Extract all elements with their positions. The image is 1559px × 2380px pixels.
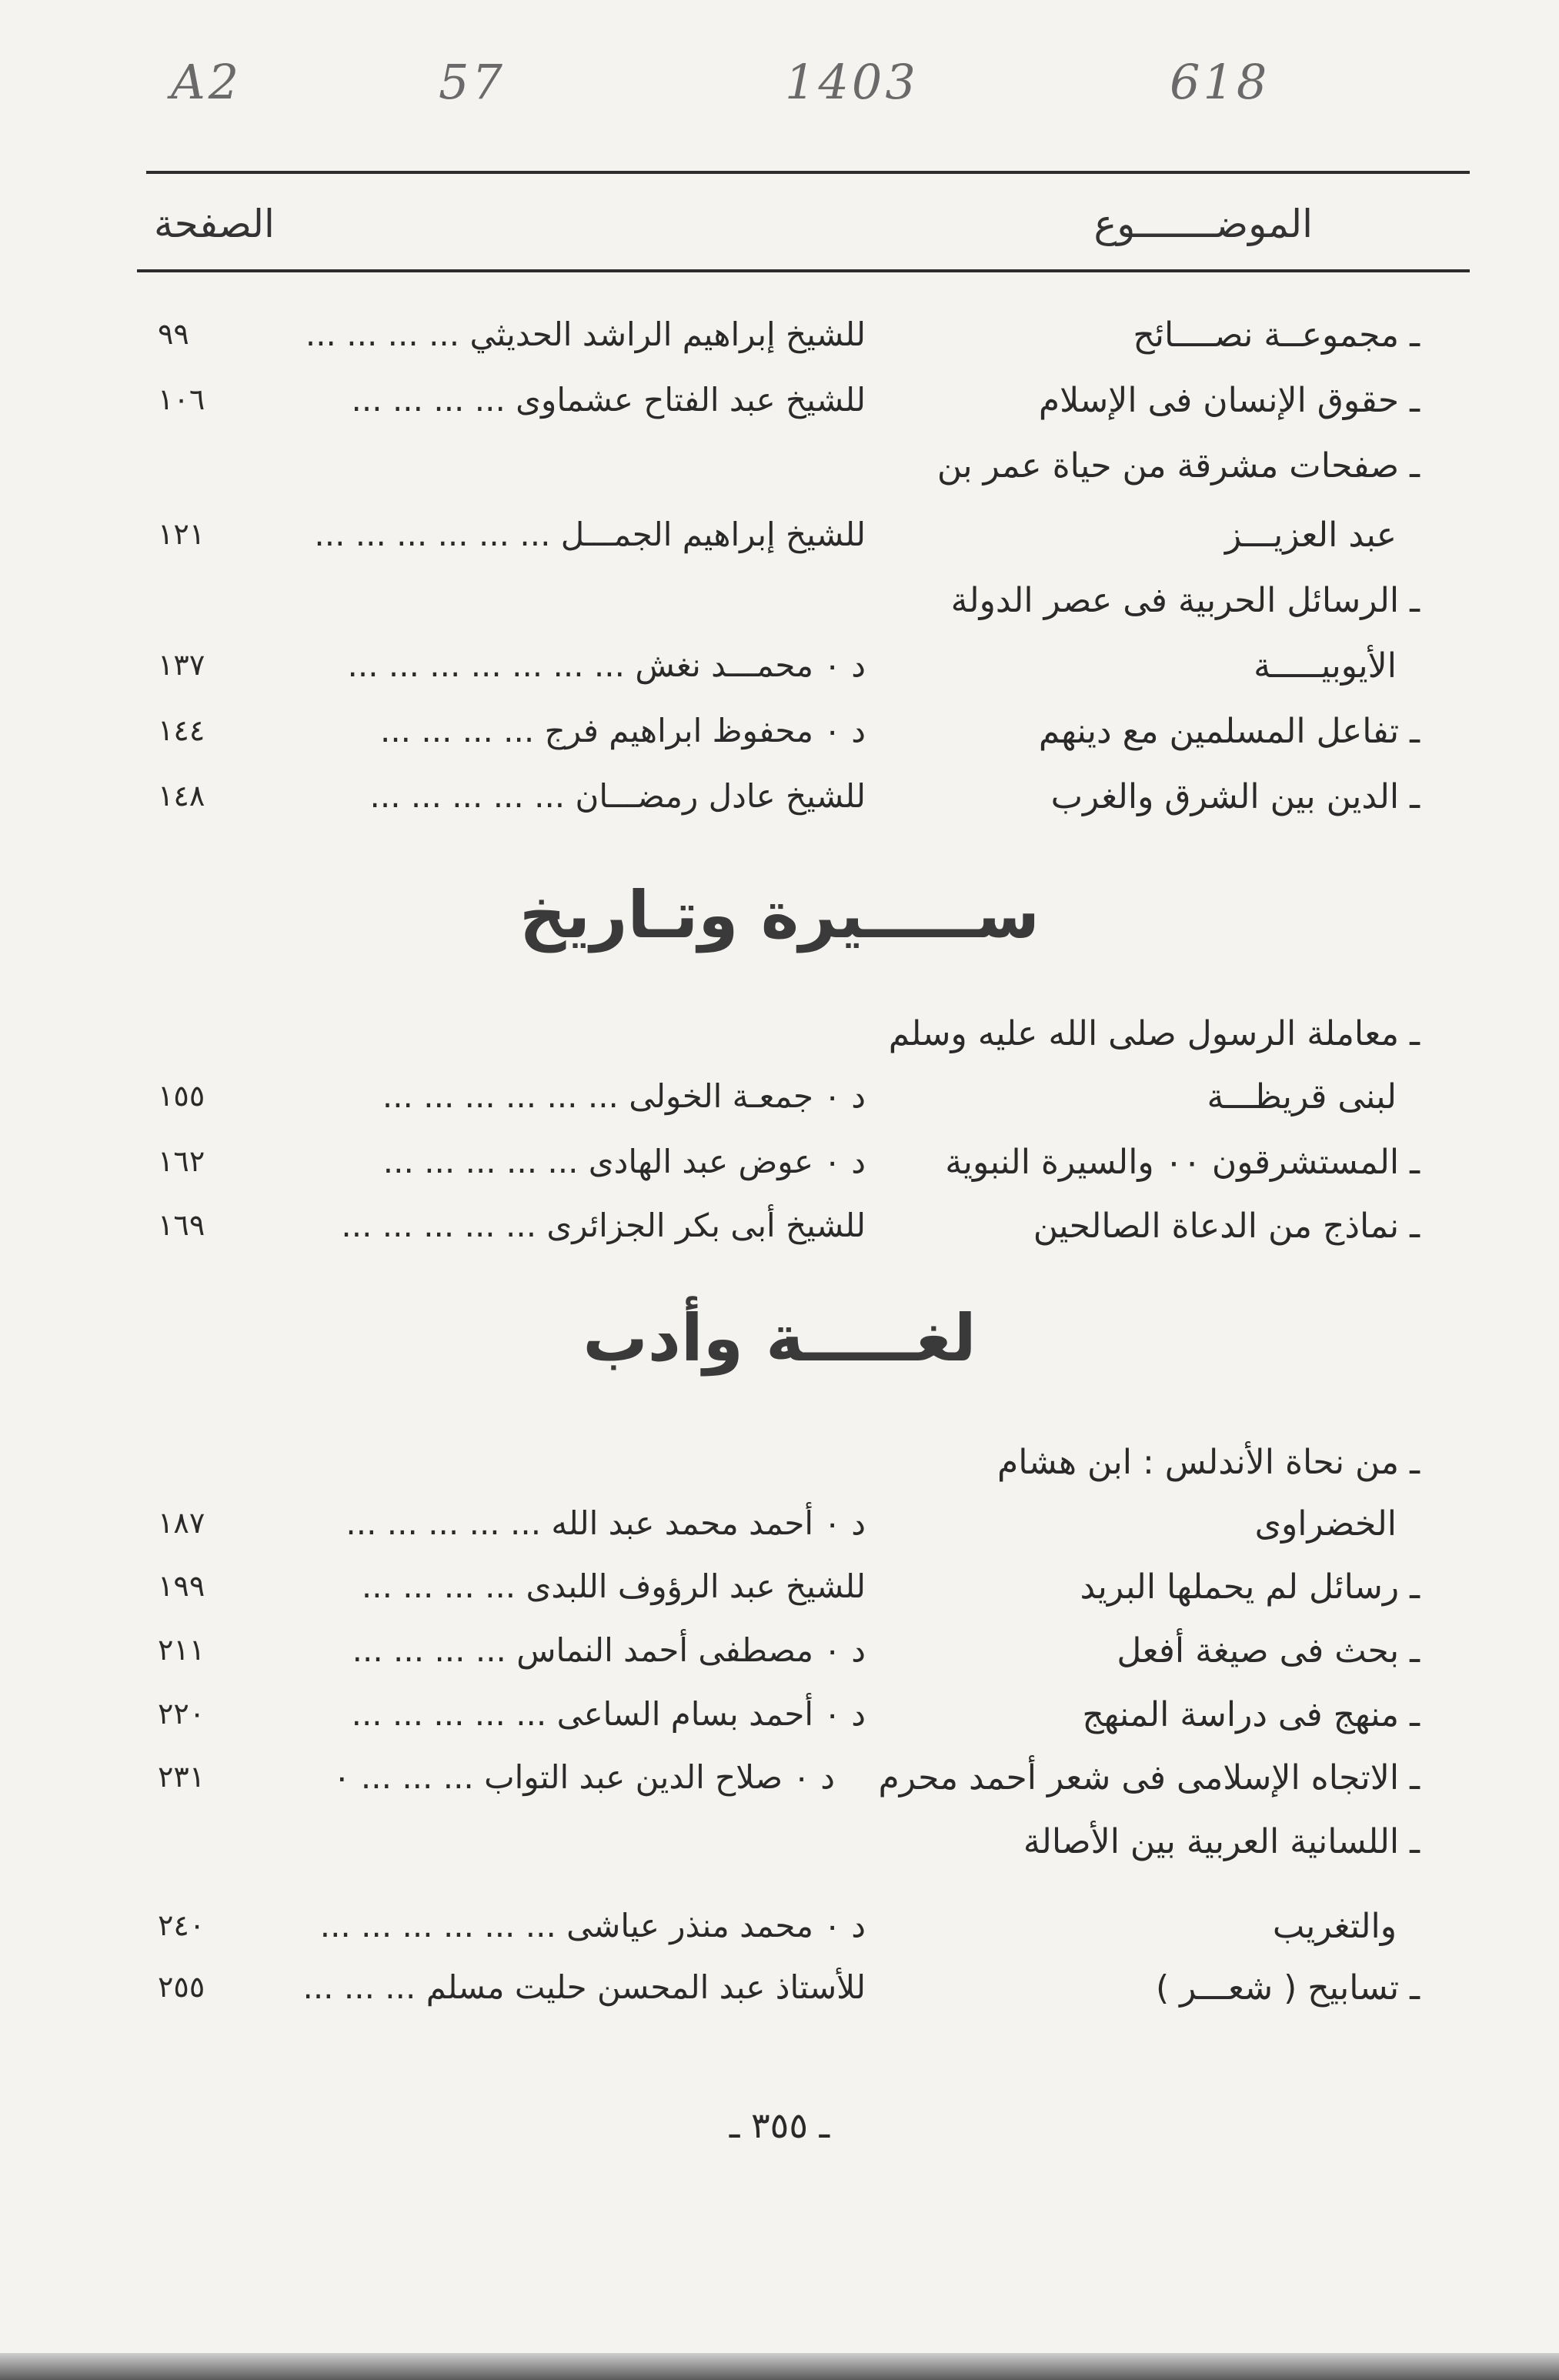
- entry-author: للشيخ عبد الفتاح عشماوى ... ... ... ...: [351, 381, 866, 419]
- entry-page-number: ١٨٧: [158, 1506, 205, 1540]
- toc-entry: [158, 1504, 1420, 1560]
- entry-author: د ٠ أحمد بسام الساعى ... ... ... ... ...: [351, 1695, 866, 1733]
- header-bottom-rule: [137, 269, 1470, 272]
- entry-title: الأيوبيـــــة: [1254, 646, 1397, 686]
- entry-page-number: ٢١١: [158, 1633, 205, 1667]
- entry-title: ـ الرسائل الحربية فى عصر الدولة: [950, 581, 1420, 620]
- entry-title: ـ من نحاة الأندلس : ابن هشام: [996, 1443, 1420, 1482]
- handwritten-note: 57: [439, 54, 506, 110]
- entry-author: للأستاذ عبد المحسن حليت مسلم ... ... ...: [302, 1968, 866, 2006]
- toc-entry: [158, 381, 1420, 436]
- entry-title: الخضراوى: [1254, 1504, 1397, 1544]
- toc-entry: [158, 581, 1420, 636]
- entry-title: ـ بحث فى صيغة أفعل: [1117, 1631, 1420, 1671]
- toc-entry: [158, 712, 1420, 767]
- topic-column-header: الموضـــــــوع: [1093, 202, 1313, 246]
- entry-author: للشيخ عبد الرؤوف اللبدى ... ... ... ...: [361, 1567, 866, 1605]
- entry-author: للشيخ عادل رمضـــان ... ... ... ... ...: [369, 777, 866, 815]
- entry-title: لبنى قريظـــة: [1207, 1077, 1397, 1117]
- entry-title: ـ صفحات مشرقة من حياة عمر بن: [936, 446, 1420, 486]
- toc-entry: [158, 516, 1420, 571]
- toc-entry: [158, 1907, 1420, 1962]
- entry-author: د ٠ محفوظ ابراهيم فرج ... ... ... ...: [379, 712, 866, 749]
- handwritten-note: 1403: [785, 54, 919, 110]
- entry-page-number: ٢٣١: [158, 1760, 205, 1794]
- entry-page-number: ١٩٩: [158, 1569, 205, 1603]
- entry-title: والتغريب: [1272, 1907, 1397, 1946]
- entry-title: ـ نماذج من الدعاة الصالحين: [1033, 1207, 1420, 1246]
- entry-title: ـ معاملة الرسول صلى الله عليه وسلم: [888, 1014, 1420, 1053]
- entry-page-number: ١٤٨: [158, 779, 205, 813]
- entry-title: ـ تسابيح ( شعـــر ): [1155, 1968, 1420, 2008]
- entry-author: د ٠ محمد منذر عياشى ... ... ... ... ... ...: [319, 1907, 866, 1944]
- entry-title: ـ تفاعل المسلمين مع دينهم: [1038, 712, 1420, 751]
- entry-author: د ٠ أحمد محمد عبد الله ... ... ... ... ...: [346, 1504, 866, 1542]
- entry-title: عبد العزيـــز: [1225, 516, 1397, 555]
- toc-entry: [158, 1695, 1420, 1751]
- entry-title: ـ منهج فى دراسة المنهج: [1082, 1695, 1420, 1734]
- entry-author: للشيخ إبراهيم الراشد الحديثي ... ... ... ...: [305, 315, 866, 353]
- toc-entry: [158, 1822, 1420, 1878]
- entry-title: ـ حقوق الإنسان فى الإسلام: [1038, 381, 1420, 420]
- entry-title: ـ الاتجاه الإسلامى فى شعر أحمد محرم: [878, 1758, 1420, 1798]
- entry-page-number: ١٦٩: [158, 1208, 205, 1242]
- entry-author: د ٠ جمعـة الخولى ... ... ... ... ... ...: [382, 1077, 866, 1115]
- toc-entry: [158, 777, 1420, 833]
- entry-page-number: ١٦٢: [158, 1144, 205, 1178]
- toc-entry: [158, 1207, 1420, 1262]
- scan-bottom-edge: [0, 2353, 1559, 2380]
- section-heading: لغـــــة وأدب: [583, 1300, 976, 1376]
- entry-title: ـ مجموعــة نصــــائح: [1133, 315, 1420, 355]
- entry-author: د ٠ محمـــد نغش ... ... ... ... ... ... ...: [347, 646, 866, 684]
- entry-title: ـ رسائل لم يحملها البريد: [1080, 1567, 1420, 1607]
- entry-title: ـ الدين بين الشرق والغرب: [1050, 777, 1420, 816]
- entry-title: ـ اللسانية العربية بين الأصالة: [1023, 1822, 1420, 1861]
- toc-entry: [158, 1143, 1420, 1198]
- toc-entry: [158, 1758, 1420, 1814]
- entry-page-number: ١٠٦: [158, 382, 205, 416]
- entry-author: د ٠ مصطفى أحمد النماس ... ... ... ...: [352, 1631, 866, 1669]
- toc-entry: [158, 1014, 1420, 1070]
- toc-entry: [158, 1631, 1420, 1687]
- entry-page-number: ١٥٥: [158, 1079, 205, 1113]
- entry-page-number: ٢٥٥: [158, 1970, 205, 2004]
- entry-page-number: ٩٩: [158, 317, 189, 351]
- section-heading: ســـــيرة وتـاريخ: [519, 877, 1040, 953]
- entry-page-number: ١٤٤: [158, 713, 205, 747]
- handwritten-note: 618: [1170, 54, 1270, 110]
- entry-title: ـ المستشرقون ٠٠ والسيرة النبوية: [945, 1143, 1420, 1182]
- toc-entry: [158, 1968, 1420, 2024]
- page-column-header: الصفحة: [154, 202, 275, 246]
- entry-page-number: ١٢١: [158, 517, 205, 551]
- toc-entry: [158, 1077, 1420, 1133]
- toc-entry: [158, 646, 1420, 702]
- toc-entry: [158, 315, 1420, 371]
- entry-author: للشيخ أبى بكر الجزائرى ... ... ... ... ...: [341, 1207, 866, 1244]
- page-number: ـ ٣٥٥ ـ: [729, 2105, 830, 2146]
- toc-entry: [158, 1567, 1420, 1623]
- entry-page-number: ٢٤٠: [158, 1908, 205, 1942]
- entry-page-number: ٢٢٠: [158, 1697, 205, 1731]
- header-top-rule: [146, 171, 1470, 174]
- entry-page-number: ١٣٧: [158, 648, 205, 682]
- handwritten-note: A2: [171, 54, 242, 110]
- entry-author: للشيخ إبراهيم الجمـــل ... ... ... ... ... ...: [314, 516, 866, 553]
- entry-author: د ٠ عوض عبد الهادى ... ... ... ... ...: [382, 1143, 866, 1180]
- toc-entry: [158, 446, 1420, 502]
- toc-entry: [158, 1443, 1420, 1498]
- entry-author: د ٠ صلاح الدين عبد التواب ... ... ... ٠: [333, 1758, 835, 1796]
